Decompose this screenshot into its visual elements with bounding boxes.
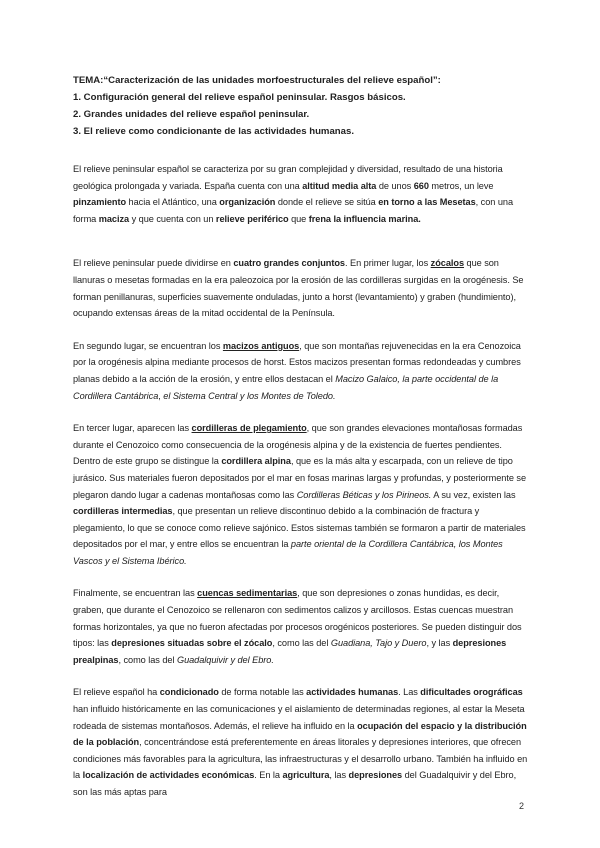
paragraph-zocalos: El relieve peninsular puede dividirse en cuatro grandes conjuntos. En primer lugar, los zócalos que son llanuras o mesetas formadas en la era paleozoica por la erosión de las cordilleras surgidas en la orogénesis. Se forman penillanuras, superficies suavemente onduladas, junto a horst (levantamiento) y graben (hundimiento), ocupando extensas áreas de la mitad occidental de la Península. — [73, 258, 524, 319]
page-number: 2 — [519, 801, 525, 811]
topic-title-text: “Caracterización de las unidades morfoestructurales del relieve español”: — [103, 75, 441, 86]
topic-header — [73, 72, 528, 140]
paragraph-cordilleras: En tercer lugar, aparecen las cordilleras de plegamiento, que son grandes elevaciones montañosas formadas durante el Cenozoico como consecuencia de la orogénesis alpina y de la existencia de fuertes pendientes. Dentro de este grupo se distingue la cordillera alpina, que es la más alta y escarpada, con un relieve de tipo jurásico. Sus materiales fueron depositados por el mar en fosas marinas largas y profundas, y posteriormente se plegaron dando lugar a cadenas montañosas como las Cordilleras Béticas y los Pirineos. A su vez, existen las cordilleras intermedias, que presentan un relieve discontinuo debido a la combinación de fractura y plegamiento, lo que se conoce como relieve sajónico. Estos sistemas también se formaron a partir de materiales depositados por el mar, y entre ellos se encuentran la parte oriental de la Cordillera Cantábrica, los Montes Vascos y el Sistema Ibérico. — [73, 423, 527, 566]
paragraph-macizos-antiguos: En segundo lugar, se encuentran los macizos antiguos, que son montañas rejuvenecidas en la era Cenozoica por la orogénesis alpina mediante procesos de horst. Estos macizos presentan formas redondeadas y cumbres planas debido a la acción de la erosión, y entre ellos destacan el Macizo Galaico, la parte occidental de la Cordillera Cantábrica, el Sistema Central y los Montes de Toledo. — [73, 340, 521, 401]
topic-title — [73, 72, 528, 89]
paragraph-cuencas: Finalmente, se encuentran las cuencas sedimentarias, que son depresiones o zonas hundidas, es decir, graben, que durante el Cenozoico se rellenaron con sedimentos calizos y arcillosos. Estas cuencas muestran formas horizontales, ya que no fueron afectadas por procesos orogénicos posteriores. Se pueden distinguir dos tipos: las depresiones situadas sobre el zócalo, como las del Guadiana, Tajo y Duero, y las depresiones prealpinas, como las del Guadalquivir y del Ebro. — [73, 588, 522, 665]
paragraph-general-configuration: El relieve peninsular español se caracteriza por su gran complejidad y diversidad, resultado de una historia geológica prolongada y variada. España cuenta con una altitud media alta de unos 660 metros, un leve pinzamiento hacia el Atlántico, una organización donde el relieve se sitúa en torno a las Mesetas, con una forma maciza y que cuenta con un relieve periférico que frena la influencia marina. — [73, 164, 514, 224]
topic-label: TEMA: — [73, 75, 104, 86]
paragraph-actividades-humanas: El relieve español ha condicionado de forma notable las actividades humanas. Las dificultades orográficas han influido históricamente en las comunicaciones y el aislamiento de determinadas regiones, al estar la Meseta rodeada de sistemas montañosos. Además, el relieve ha influido en la ocupación del espacio y la distribución de la población, concentrándose está preferentemente en áreas litorales y depresiones interiores, que ofrecen condiciones más favorables para la agricultura, las infraestructuras y el desarrollo urbano. También ha influido en la localización de actividades económicas. En la agricultura, las depresiones del Guadalquivir y del Ebro, son las más aptas para — [73, 687, 528, 797]
document-body — [73, 72, 528, 801]
topic-item-3: 3. El relieve como condicionante de las actividades humanas. — [73, 126, 354, 137]
topic-item-1: 1. Configuración general del relieve español peninsular. Rasgos básicos. — [73, 92, 406, 103]
topic-item-2: 2. Grandes unidades del relieve español peninsular. — [73, 109, 310, 120]
